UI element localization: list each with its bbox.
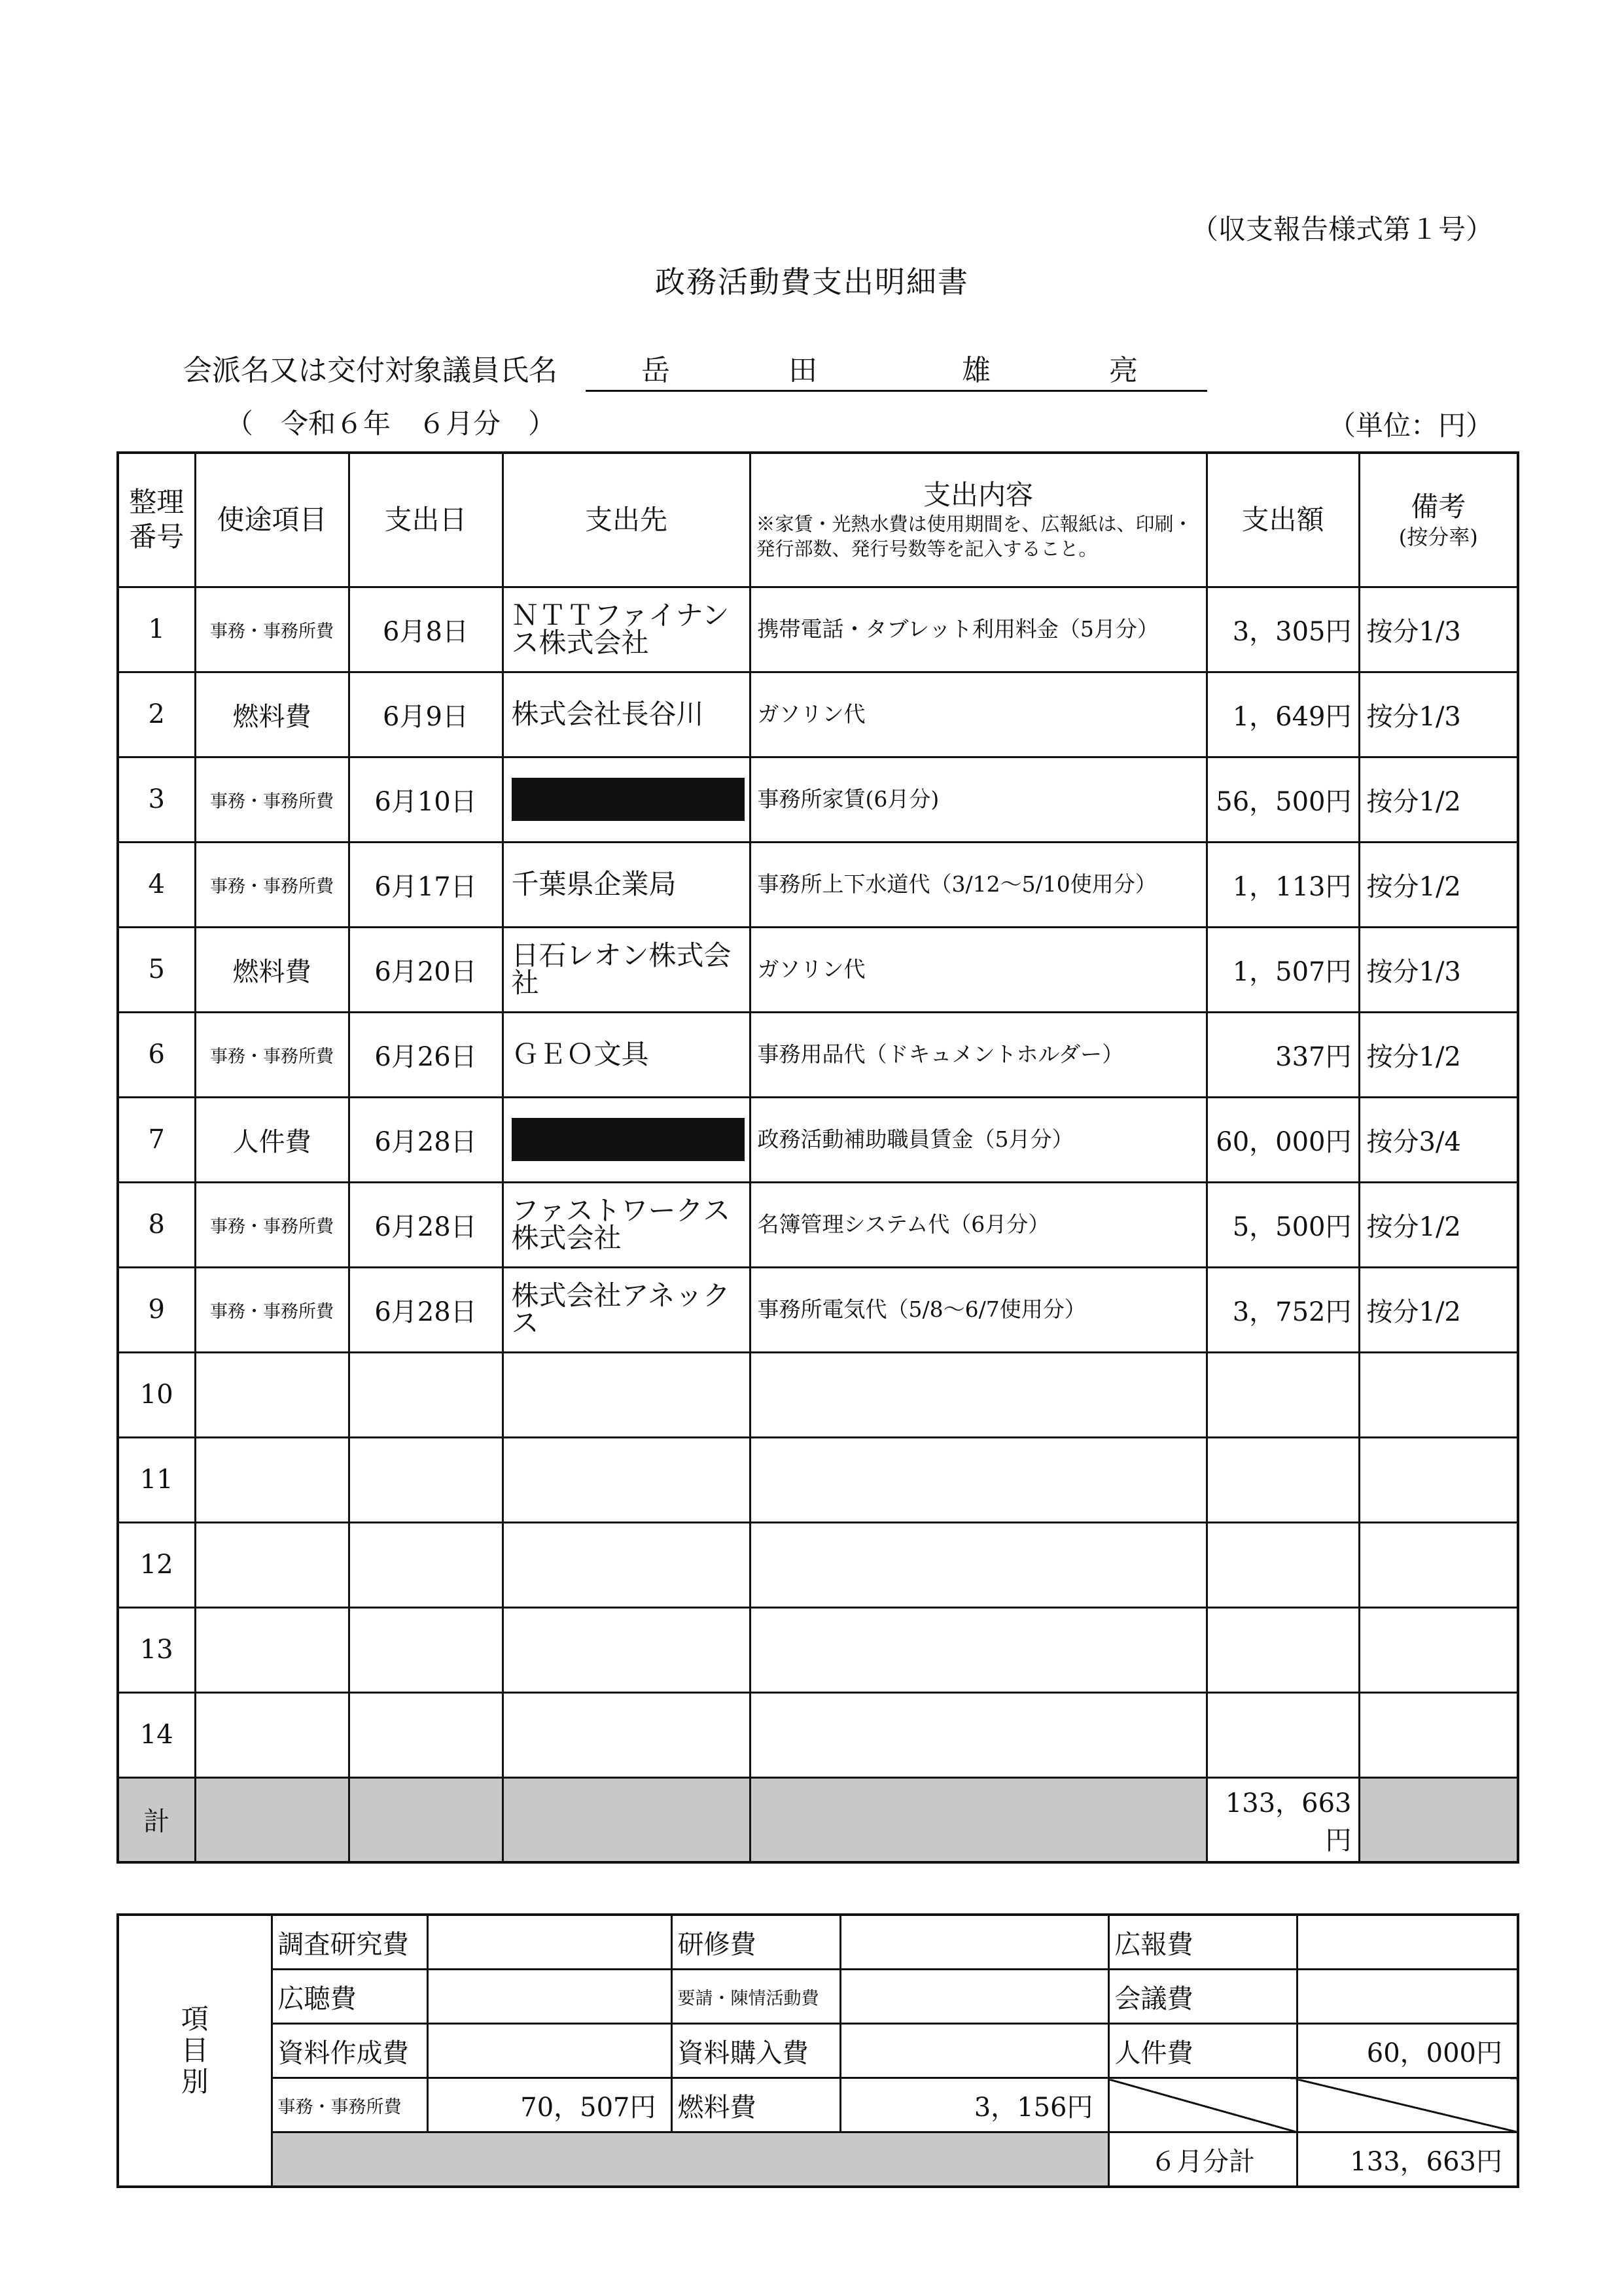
row-date — [349, 1522, 503, 1607]
label-shiryo-sakusei: 資料作成費 — [272, 2024, 427, 2078]
value-jimu: 70，507円 — [427, 2078, 671, 2132]
table-row — [118, 1267, 1518, 1352]
row-payee — [503, 1352, 750, 1437]
header-payee: 支出先 — [503, 453, 750, 587]
report-period: （ 令和６年 ６月分 ） — [226, 408, 556, 440]
label-shiryo-konyu: 資料購入費 — [671, 2024, 840, 2078]
value-chosa — [427, 1915, 671, 1970]
row-detail: ガソリン代 — [750, 672, 1207, 757]
row-payee: 日石レオン株式会社 — [503, 927, 750, 1012]
table-row — [118, 1437, 1518, 1522]
table-row — [118, 1522, 1518, 1607]
row-use — [195, 1437, 349, 1522]
row-remark — [1359, 1437, 1518, 1522]
label-kocho: 広聴費 — [272, 1970, 427, 2024]
expenditure-table — [116, 451, 1519, 1864]
row-amount: 60，000円 — [1207, 1097, 1359, 1182]
row-date: 6月28日 — [349, 1267, 503, 1352]
label-nenryo: 燃料費 — [671, 2078, 840, 2132]
row-date: 6月20日 — [349, 927, 503, 1012]
row-use: 事務・事務所費 — [195, 1267, 349, 1352]
diagonal-cell — [1297, 2078, 1518, 2132]
row-use: 事務・事務所費 — [195, 587, 349, 672]
row-no: 5 — [118, 927, 195, 1012]
header-remark-text: 備考 — [1411, 490, 1466, 523]
row-detail: 事務所家賃(6月分) — [750, 757, 1207, 842]
table-row — [118, 757, 1518, 842]
table-row — [118, 1182, 1518, 1267]
row-amount — [1207, 1352, 1359, 1437]
value-shiryo-konyu — [840, 2024, 1108, 2078]
header-date: 支出日 — [349, 453, 503, 587]
row-payee — [503, 757, 750, 842]
row-remark — [1359, 1607, 1518, 1692]
row-payee: ＧＥＯ文具 — [503, 1012, 750, 1097]
row-amount — [1207, 1522, 1359, 1607]
label-month-total: ６月分計 — [1108, 2132, 1297, 2187]
header-remark-sub: (按分率) — [1398, 525, 1478, 549]
row-amount — [1207, 1437, 1359, 1522]
table-row — [118, 842, 1518, 927]
unit-label: （単位：円） — [1328, 409, 1493, 442]
row-payee — [503, 1522, 750, 1607]
row-detail — [750, 1437, 1207, 1522]
header-detail-note: ※家賃・光熱水費は使用期間を、広報紙は、印刷・発行部数、発行号数等を記入すること。 — [756, 513, 1193, 560]
row-date: 6月9日 — [349, 672, 503, 757]
form-number: （収支報告様式第１号） — [1190, 213, 1493, 245]
row-use: 人件費 — [195, 1097, 349, 1182]
row-remark — [1359, 1692, 1518, 1777]
row-payee — [503, 1692, 750, 1777]
total-empty — [1359, 1777, 1518, 1862]
row-no: 6 — [118, 1012, 195, 1097]
row-payee — [503, 1607, 750, 1692]
row-no: 14 — [118, 1692, 195, 1777]
row-detail — [750, 1607, 1207, 1692]
table-row — [118, 1012, 1518, 1097]
value-yosei — [840, 1970, 1108, 2024]
row-amount: 1，113円 — [1207, 842, 1359, 927]
row-no: 1 — [118, 587, 195, 672]
row-remark: 按分1/2 — [1359, 1012, 1518, 1097]
row-payee: ファストワークス株式会社 — [503, 1182, 750, 1267]
label-jinken: 人件費 — [1108, 2024, 1297, 2078]
label-kenshu: 研修費 — [671, 1915, 840, 1970]
row-use: 事務・事務所費 — [195, 842, 349, 927]
label-chosa: 調査研究費 — [272, 1915, 427, 1970]
label-jimu: 事務・事務所費 — [272, 2078, 427, 2132]
label-kaigi: 会議費 — [1108, 1970, 1297, 2024]
row-detail: ガソリン代 — [750, 927, 1207, 1012]
table-row — [118, 1692, 1518, 1777]
table-row — [118, 1352, 1518, 1437]
row-amount: 1，649円 — [1207, 672, 1359, 757]
row-remark: 按分1/3 — [1359, 672, 1518, 757]
row-amount: 3，305円 — [1207, 587, 1359, 672]
row-amount: 5，500円 — [1207, 1182, 1359, 1267]
row-detail — [750, 1352, 1207, 1437]
total-row — [118, 1777, 1518, 1862]
row-date — [349, 1692, 503, 1777]
row-use — [195, 1607, 349, 1692]
diagonal-cell — [1108, 2078, 1297, 2132]
row-amount: 1，507円 — [1207, 927, 1359, 1012]
member-name-char: 田 — [788, 354, 817, 387]
row-no: 12 — [118, 1522, 195, 1607]
label-yosei: 要請・陳情活動費 — [671, 1970, 840, 2024]
row-use: 事務・事務所費 — [195, 1012, 349, 1097]
row-no: 9 — [118, 1267, 195, 1352]
page-title: 政務活動費支出明細書 — [655, 264, 969, 300]
value-koho — [1297, 1915, 1518, 1970]
row-detail — [750, 1522, 1207, 1607]
row-no: 2 — [118, 672, 195, 757]
row-payee — [503, 1097, 750, 1182]
row-detail: 政務活動補助職員賃金（5月分） — [750, 1097, 1207, 1182]
row-amount — [1207, 1607, 1359, 1692]
header-no-text: 整理番号 — [129, 486, 185, 553]
row-detail — [750, 1692, 1207, 1777]
row-use: 燃料費 — [195, 672, 349, 757]
category-summary-table — [116, 1913, 1519, 2188]
row-date: 6月17日 — [349, 842, 503, 927]
row-remark: 按分1/2 — [1359, 1267, 1518, 1352]
total-empty — [195, 1777, 349, 1862]
row-remark: 按分1/2 — [1359, 757, 1518, 842]
row-remark — [1359, 1522, 1518, 1607]
value-kocho — [427, 1970, 671, 2024]
row-date — [349, 1437, 503, 1522]
row-use: 事務・事務所費 — [195, 757, 349, 842]
row-remark: 按分1/2 — [1359, 1182, 1518, 1267]
row-date: 6月8日 — [349, 587, 503, 672]
table-row — [118, 1097, 1518, 1182]
header-detail-text: 支出内容 — [923, 478, 1033, 511]
row-use — [195, 1352, 349, 1437]
total-amount: 133，663円 — [1207, 1777, 1359, 1862]
row-date: 6月10日 — [349, 757, 503, 842]
member-name — [586, 347, 1207, 392]
row-use — [195, 1522, 349, 1607]
header-amount: 支出額 — [1207, 453, 1359, 587]
row-amount: 56，500円 — [1207, 757, 1359, 842]
member-name-char: 岳 — [641, 354, 670, 387]
row-amount: 337円 — [1207, 1012, 1359, 1097]
table-row — [118, 927, 1518, 1012]
row-date: 6月26日 — [349, 1012, 503, 1097]
member-label: 会派名又は交付対象議員氏名 — [183, 354, 557, 387]
header-no — [118, 453, 195, 587]
row-use: 燃料費 — [195, 927, 349, 1012]
row-date — [349, 1607, 503, 1692]
summary-gray-band — [272, 2132, 1108, 2187]
redacted-block — [512, 1118, 745, 1161]
row-detail: 事務所電気代（5/8～6/7使用分） — [750, 1267, 1207, 1352]
row-detail: 携帯電話・タブレット利用料金（5月分） — [750, 587, 1207, 672]
row-remark — [1359, 1352, 1518, 1437]
row-payee: 千葉県企業局 — [503, 842, 750, 927]
table-row — [118, 587, 1518, 672]
value-shiryo-sakusei — [427, 2024, 671, 2078]
row-no: 13 — [118, 1607, 195, 1692]
row-no: 8 — [118, 1182, 195, 1267]
row-no: 11 — [118, 1437, 195, 1522]
total-empty — [349, 1777, 503, 1862]
row-date: 6月28日 — [349, 1097, 503, 1182]
table-row — [118, 672, 1518, 757]
value-nenryo: 3，156円 — [840, 2078, 1108, 2132]
row-payee: ＮＴＴファイナンス株式会社 — [503, 587, 750, 672]
value-jinken: 60，000円 — [1297, 2024, 1518, 2078]
row-use — [195, 1692, 349, 1777]
row-payee — [503, 1437, 750, 1522]
value-month-total: 133，663円 — [1297, 2132, 1518, 2187]
row-detail: 事務用品代（ドキュメントホルダー） — [750, 1012, 1207, 1097]
row-remark: 按分1/3 — [1359, 927, 1518, 1012]
row-detail: 名簿管理システム代（6月分） — [750, 1182, 1207, 1267]
header-detail — [750, 453, 1207, 587]
row-amount — [1207, 1692, 1359, 1777]
header-use: 使途項目 — [195, 453, 349, 587]
header-remark — [1359, 453, 1518, 587]
row-date — [349, 1352, 503, 1437]
row-no: 3 — [118, 757, 195, 842]
total-empty — [750, 1777, 1207, 1862]
row-amount: 3，752円 — [1207, 1267, 1359, 1352]
label-koho: 広報費 — [1108, 1915, 1297, 1970]
redacted-block — [512, 778, 745, 821]
value-kaigi — [1297, 1970, 1518, 2024]
total-label: 計 — [118, 1777, 195, 1862]
member-name-char: 雄 — [962, 354, 991, 387]
row-no: 10 — [118, 1352, 195, 1437]
row-remark: 按分3/4 — [1359, 1097, 1518, 1182]
row-use: 事務・事務所費 — [195, 1182, 349, 1267]
row-no: 4 — [118, 842, 195, 927]
row-date: 6月28日 — [349, 1182, 503, 1267]
row-remark: 按分1/2 — [1359, 842, 1518, 927]
row-payee: 株式会社長谷川 — [503, 672, 750, 757]
row-detail: 事務所上下水道代（3/12～5/10使用分） — [750, 842, 1207, 927]
row-remark: 按分1/3 — [1359, 587, 1518, 672]
total-empty — [503, 1777, 750, 1862]
value-kenshu — [840, 1915, 1108, 1970]
row-no: 7 — [118, 1097, 195, 1182]
table-row — [118, 1607, 1518, 1692]
member-name-char: 亮 — [1109, 354, 1138, 387]
summary-side-label-text: 項目別 — [181, 2002, 209, 2098]
summary-side-label — [118, 1915, 272, 2187]
row-payee: 株式会社アネックス — [503, 1267, 750, 1352]
